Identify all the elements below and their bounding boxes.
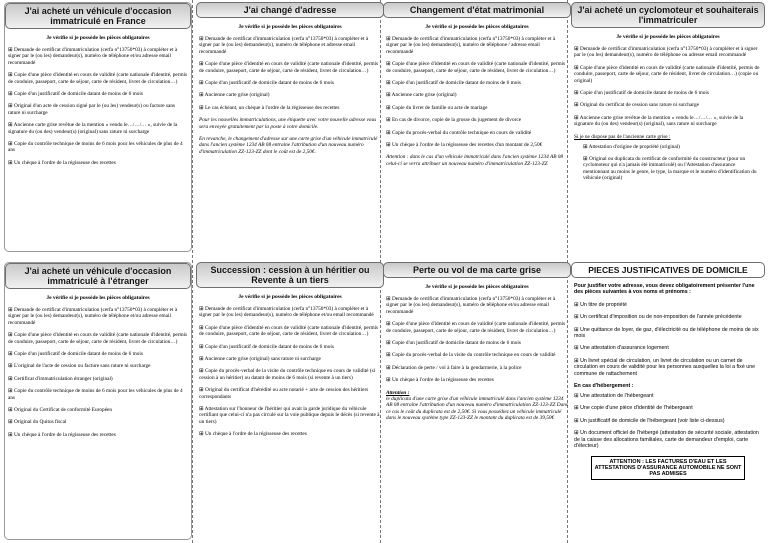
- list-item: ⊞ Ancienne carte grise (original): [199, 92, 270, 99]
- list-item: ⊞ Copie du procès-verbal du contrôle technique en cours de validité: [386, 129, 532, 136]
- block-lost-stolen: [383, 262, 571, 540]
- list-item: ⊞ Copie d'une pièce d'identité en cours de validité (carte nationale d'identité, permis de conduire, passeport, carte de séjour, carte de résident, livret de circulation…): [199, 61, 379, 74]
- checkbox-icon: ⊞: [574, 405, 579, 412]
- block-succession: [196, 262, 384, 540]
- list-item: ⊞ Demande de certificat d'immatriculation (cerfa n°13750*03) à compléter et à signer par le (ou les) demandeur(s), numéro de téléphone ou adresse email recommandé: [574, 46, 758, 59]
- list-item: ⊞ Copie du procès-verbal de la visite du contrôle technique en cours de validité (si cession à un héritier) ou datant de moins de 6 mois (si revente à un tiers): [199, 368, 376, 381]
- checkbox-icon: ⊞: [574, 393, 579, 400]
- checkbox-icon: ⊞: [199, 368, 204, 375]
- checkbox-icon: ⊞: [8, 375, 13, 382]
- list-item: ⊞ Demande de certificat d'immatriculation (cerfa n°13750*03) à compléter et à signer par le (ou les) demandeur(s), numéro de téléphone et/ou adresse email recommandé: [8, 47, 178, 66]
- block-moped: [571, 2, 765, 252]
- block-subtitle: Je vérifie si je possède les pièces obligatoires: [46, 295, 150, 301]
- block-subtitle: Je vérifie si je possède les pièces obligatoires: [616, 34, 720, 40]
- list-item: ⊞ Une attestation de l'hébergeant: [574, 393, 654, 400]
- checkbox-icon: ⊞: [199, 104, 204, 111]
- block-subtitle: Je vérifie si je possède les pièces obligatoires: [425, 284, 529, 290]
- block-subtitle: Je vérifie si je possède les pièces obligatoires: [238, 24, 342, 30]
- list-item: ⊞ Attestation sur l'honneur de l'héritier qui avait la garde juridique du véhicule certifiant que celui-ci n'a pas circulé sur la voie publique depuis le décès (si revente à un tiers): [199, 406, 380, 425]
- list-item: ⊞ Copie d'une pièce d'identité en cours de validité (carte nationale d'identité, permis de conduire, passeport, carte de séjour, carte de résident, livret de circulation…): [8, 332, 188, 345]
- list-item: ⊞ Une attestation d'assurance logement: [574, 345, 669, 352]
- block-title: Succession : cession à un héritier ou Revente à un tiers: [196, 262, 384, 288]
- checkbox-icon: ⊞: [574, 357, 579, 364]
- list-item: ⊞ Copie du livret de famille ou acte de mariage: [386, 104, 488, 111]
- block-title: Perte ou vol de ma carte grise: [383, 262, 571, 278]
- list-item: ⊞ Demande de certificat d'immatriculation (cerfa n°13750*03) à compléter et à signer par le (ou les) demandeur(s), numéro de téléphone / adresse email recommandé: [386, 36, 556, 55]
- checkbox-icon: ⊞: [574, 64, 579, 71]
- checkbox-icon: ⊞: [386, 296, 391, 302]
- list-item: ⊞ Copie du contrôle technique de moins de 6 mois pour les véhicules de plus de 4 ans: [8, 141, 183, 154]
- checkbox-icon: ⊞: [8, 351, 13, 358]
- list-item: ⊞ Un livret spécial de circulation, un livret de circulation ou un carnet de circulation en cours de validité pour les personnes auxquelles la loi a fixé une commune de rattachement: [574, 357, 756, 377]
- info-note: Attention : le duplicata d'une carte grise d'un véhicule immatriculé dans l'ancien système 1234 AB 08 entraîne l'attribution d'un nouveau numéro d'immatriculation ZZ-123-ZZ Dans ce cas le coût du duplicata est de 2,50€. Si vous possédiez un véhicule immatriculé dans le nouveau système type ZZ-123-ZZ le montant du duplicata est de 39,50€: [386, 389, 568, 422]
- checkbox-icon: ⊞: [574, 417, 579, 424]
- checkbox-icon: ⊞: [199, 343, 204, 350]
- block-used-vehicle-abroad: [4, 262, 192, 540]
- list-item: ⊞ Copie d'une pièce d'identité en cours de validité (carte nationale d'identité, permis de conduire, passeport, carte de séjour, carte de résident, livret de circulation…): [386, 321, 566, 334]
- checkbox-icon: ⊞: [199, 406, 204, 413]
- list-item: ⊞ Un chèque à l'ordre de la régisseuse des recettes: [199, 431, 307, 438]
- list-item: ⊞ Original d'un acte de cession signé par le (ou les) vendeur(s) ou facture sans rature ni surcharge: [8, 103, 176, 116]
- list-item: ⊞ Un document officiel de l'hébergé (attestation de sécurité sociale, attestation de la caisse des allocations familiales, carte de demandeur d'emploi, carte d'électeur): [574, 430, 759, 450]
- checkbox-icon: ⊞: [574, 90, 579, 97]
- list-item: ⊞ Demande de certificat d'immatriculation (cerfa n°13750*03) à compléter et à signer par le (ou les) demandeur(s), numéro de téléphone et adresse email recommandé: [199, 36, 369, 55]
- checkbox-icon: ⊞: [386, 142, 391, 149]
- list-item: ⊞ Copie d'un justificatif de domicile datant de moins de 6 mois: [199, 343, 334, 350]
- list-item: ⊞ Un chèque à l'ordre de la régisseuse des recettes: [386, 377, 494, 384]
- checkbox-icon: ⊞: [8, 141, 13, 148]
- list-item: ⊞ Copie d'une pièce d'identité en cours de validité (carte nationale d'identité, permis de conduire, passeport, carte de séjour, carte de résident, livret de circulation…) (copie ou original): [574, 64, 760, 84]
- checkbox-icon: ⊞: [386, 92, 391, 99]
- checkbox-icon: ⊞: [8, 388, 13, 395]
- checkbox-icon: ⊞: [199, 61, 204, 68]
- checkbox-icon: ⊞: [574, 102, 579, 109]
- checkbox-icon: ⊞: [199, 431, 204, 438]
- list-item: ⊞ Original du Quitus fiscal: [8, 419, 67, 426]
- note-title: Attention :: [386, 389, 410, 396]
- list-item: ⊞ Copie du procès-verbal de la visite du contrôle technique en cours de validité: [386, 352, 556, 359]
- list-item: ⊞ Copie d'une pièce d'identité en cours de validité (carte nationale d'identité, permis de conduire, passeport, carte de séjour, carte de résident, livret de circulation…): [199, 324, 379, 338]
- checkbox-icon: ⊞: [8, 431, 13, 438]
- block-subtitle: Je vérifie si je possède les pièces obligatoires: [425, 24, 529, 30]
- subsection-title: En cas d'hébergement :: [574, 383, 634, 390]
- checkbox-icon: ⊞: [386, 352, 391, 359]
- list-item: ⊞ Attestation d'origine de propriété (original): [583, 143, 680, 150]
- block-title: PIECES JUSTIFICATIVES DE DOMICILE: [571, 262, 765, 278]
- checkbox-icon: ⊞: [574, 345, 579, 352]
- checkbox-icon: ⊞: [199, 92, 204, 99]
- list-item: ⊞ Une quittance de loyer, de gaz, d'électricité ou de téléphone de moins de six mois: [574, 326, 759, 340]
- list-item: ⊞ Un chèque à l'ordre de la régisseuse des recettes: [8, 431, 116, 438]
- checkbox-icon: ⊞: [574, 46, 579, 52]
- checkbox-icon: ⊞: [386, 80, 391, 87]
- list-item: ⊞ Demande de certificat d'immatriculation (cerfa n°13750*03) à compléter et à signer par le (ou les) demandeur(s), numéro de téléphone et/ou email recommandé: [199, 306, 374, 319]
- subsection-title: Si je ne dispose pas de l'ancienne carte grise :: [574, 133, 671, 140]
- checkbox-icon: ⊞: [386, 117, 391, 124]
- info-note: Attention : dans le cas d'un véhicule immatriculé dans l'ancien système 1234 AB 08 celui-ci se verra attribuer un nouveau numéro d'immatriculation ZZ-123-ZZ: [386, 154, 564, 167]
- checkbox-icon: ⊞: [386, 61, 391, 68]
- list-item: ⊞ Déclaration de perte / vol à faire à la gendarmerie, à la police: [386, 364, 522, 371]
- block-title: J'ai acheté un cyclomoteur et souhaiterais l'immatriculer: [571, 2, 765, 28]
- list-item: ⊞ Un chèque à l'ordre de la régisseuse des recettes d'un montant de 2,50€: [386, 142, 543, 149]
- info-note: En revanche, le changement d'adresse sur une carte grise d'un véhicule immatriculé dans l'ancien système 1234 AB 08 entraine l'attribution d'un nouveau numéro d'immatriculation ZZ-123-ZZ dont le coût est de 2,50€.: [199, 136, 378, 155]
- checkbox-icon: ⊞: [8, 332, 13, 339]
- checkbox-icon: ⊞: [8, 72, 13, 79]
- checkbox-icon: ⊞: [386, 364, 391, 371]
- block-title: J'ai acheté un véhicule d'occasion immatriculé à l'étranger: [5, 263, 191, 289]
- list-item: ⊞ Un justificatif de domicile de l'hébergeant (voir liste ci-dessus): [574, 417, 725, 424]
- list-item: ⊞ Copie d'un justificatif de domicile datant de moins de 6 mois: [8, 91, 143, 98]
- list-item: ⊞ Copie d'un justificatif de domicile datant de moins de 6 mois: [199, 80, 334, 87]
- list-item: ⊞ Original du certificat de cession sans rature ni surcharge: [574, 102, 699, 109]
- checkbox-icon: ⊞: [583, 143, 588, 150]
- list-item: ⊞ Ancienne carte grise revêtue de la mention « vendu le…/…/… », suivie de la signature du (ou des) vendeur(s) (original), sans rature ni surcharge: [574, 114, 744, 128]
- list-item: ⊞ Ancienne carte grise (original) sans rature ni surcharge: [199, 356, 321, 363]
- checkbox-icon: ⊞: [386, 321, 391, 328]
- checkbox-icon: ⊞: [199, 324, 204, 331]
- block-subtitle: Je vérifie si je possède les pièces obligatoires: [46, 35, 150, 41]
- checkbox-icon: ⊞: [386, 104, 391, 111]
- block-change-address: [196, 2, 384, 252]
- list-item: ⊞ Un chèque à l'ordre de la régisseuse des recettes: [8, 159, 116, 166]
- list-item: ⊞ En cas de divorce, copie de la grosse du jugement de divorce: [386, 117, 522, 124]
- checkbox-icon: ⊞: [574, 326, 579, 333]
- block-subtitle: Je vérifie si je possède les pièces obligatoires: [238, 294, 342, 300]
- checkbox-icon: ⊞: [8, 419, 13, 426]
- checkbox-icon: ⊞: [199, 387, 204, 394]
- checkbox-icon: ⊞: [574, 314, 579, 321]
- list-item: ⊞ Copie d'une pièce d'identité en cours de validité (carte nationale d'identité, permis de conduire, passeport, carte de séjour, carte de résident, livret de circulation…): [8, 72, 188, 85]
- checkbox-icon: ⊞: [8, 407, 13, 414]
- list-item: ⊞ Ancienne carte grise revêtue de la mention « vendu le…/…/… », suivie de la signature du (ou des) vendeur(s) (original) sans rature ni surcharge: [8, 122, 178, 135]
- block-used-vehicle-france: [4, 2, 192, 252]
- list-item: ⊞ Certificat d'immatriculation étranger (original): [8, 375, 113, 382]
- list-item: ⊞ Copie d'une pièce d'identité en cours de validité (carte nationale d'identité, permis de conduire, passeport, carte de séjour, carte de résident, livret de circulation…): [386, 61, 566, 74]
- list-item: ⊞ Copie du contrôle technique de moins de 6 mois pour les véhicules de plus de 4 ans: [8, 388, 183, 401]
- checkbox-icon: ⊞: [199, 356, 204, 363]
- list-item: ⊞ Demande de certificat d'immatriculation (cerfa n°13750*03) à compléter et à signer par le (ou les) demandeur(s), numéro de téléphone et/ou adresse email recommandé: [8, 307, 178, 326]
- list-item: ⊞ Original ou duplicata du certificat de conformité du constructeur (pour un cyclomoteur qui n'a jamais été immatriculé) ou l'Attestation d'assurance mentionnant au moins le genre, le type, la marque et le numéro d'identification du véhicule (original): [583, 156, 757, 182]
- checkbox-icon: ⊞: [8, 159, 13, 166]
- block-title: J'ai changé d'adresse: [196, 2, 384, 18]
- list-item: ⊞ Un titre de propriété: [574, 301, 627, 308]
- checkbox-icon: ⊞: [8, 91, 13, 98]
- list-item: ⊞ Copie d'un justificatif de domicile datant de moins de 6 mois: [386, 340, 521, 347]
- list-item: ⊞ Copie d'un justificatif de domicile datant de moins de 6 mois: [8, 351, 143, 358]
- block-marital-status: [383, 2, 571, 252]
- checkbox-icon: ⊞: [574, 430, 579, 437]
- checkbox-icon: ⊞: [583, 156, 588, 163]
- checkbox-icon: ⊞: [386, 340, 391, 347]
- checkbox-icon: ⊞: [8, 47, 13, 53]
- checkbox-icon: ⊞: [8, 122, 13, 129]
- intro-text: Pour justifier votre adresse, vous devez obligatoirement présenter l'une des pièces suivantes à vos noms et prénoms :: [574, 283, 755, 296]
- list-item: ⊞ Copie d'un justificatif de domicile datant de moins de 6 mois: [574, 90, 709, 97]
- warning-footer: ATTENTION : LES FACTURES D'EAU ET LES ATTESTATIONS D'ASSURANCE AUTOMOBILE NE SONT PAS ADMISES: [591, 456, 745, 480]
- checkbox-icon: ⊞: [386, 129, 391, 136]
- checkbox-icon: ⊞: [8, 307, 13, 313]
- list-item: ⊞ Un certificat d'imposition ou de non-imposition de l'année précédente: [574, 314, 742, 321]
- checkbox-icon: ⊞: [8, 103, 13, 110]
- list-item: ⊞ Le cas échéant, un chèque à l'ordre de la régisseuse des recettes: [199, 104, 340, 111]
- block-title: Changement d'état matrimonial: [383, 2, 571, 18]
- list-item: ⊞ Original du certificat d'hérédité ou acte notarié + acte de cession des héritiers correspondants: [199, 387, 369, 400]
- checkbox-icon: ⊞: [386, 36, 391, 42]
- checkbox-icon: ⊞: [199, 80, 204, 87]
- checkbox-icon: ⊞: [8, 363, 13, 370]
- checkbox-icon: ⊞: [199, 36, 204, 42]
- list-item: ⊞ Ancienne carte grise (original): [386, 92, 457, 99]
- checkbox-icon: ⊞: [574, 114, 579, 121]
- list-item: ⊞ Demande de certificat d'immatriculation (cerfa n°13750*03) à compléter et à signer par le (ou les) demandeur(s), numéro de téléphone et/ou adresse email recommandé: [386, 296, 556, 315]
- list-item: ⊞ Copie d'un justificatif de domicile datant de moins de 6 mois: [386, 80, 521, 87]
- checkbox-icon: ⊞: [574, 301, 579, 308]
- list-item: ⊞ Une copie d'une pièce d'identité de l'hébergeant: [574, 405, 693, 412]
- block-title: J'ai acheté un véhicule d'occasion immatriculé en France: [5, 3, 191, 29]
- info-note: Pour les nouvelles immatriculations, une étiquette avec votre nouvelle adresse vous sera envoyée gratuitement par la poste à votre domicile.: [199, 117, 377, 130]
- checkbox-icon: ⊞: [386, 377, 391, 384]
- list-item: ⊞ L'original de l'acte de cession ou facture sans rature ni surcharge: [8, 363, 151, 370]
- list-item: ⊞ Original du Certificat de conformité Européen: [8, 407, 113, 414]
- checkbox-icon: ⊞: [199, 306, 204, 312]
- block-proof-of-address: [571, 262, 765, 540]
